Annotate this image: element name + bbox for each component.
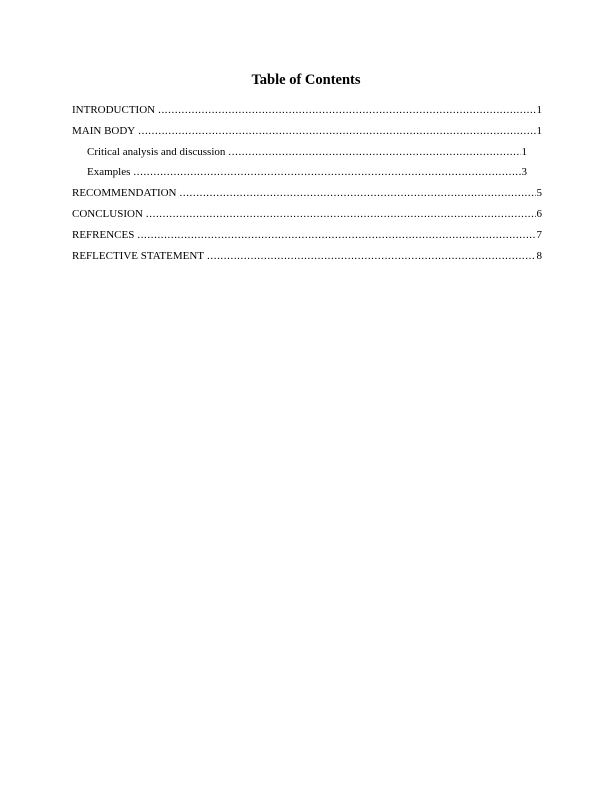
toc-entry-label: REFLECTIVE STATEMENT bbox=[72, 249, 205, 262]
toc-entry-introduction[interactable] bbox=[72, 100, 542, 121]
toc-entry-page: 7 bbox=[536, 228, 542, 241]
toc-entry-recommendation[interactable] bbox=[72, 183, 542, 204]
toc-entry-page: 1 bbox=[521, 145, 527, 158]
toc-entry-label: INTRODUCTION bbox=[72, 104, 156, 116]
toc-entry-conclusion[interactable] bbox=[72, 204, 542, 225]
toc-dot-leader bbox=[133, 162, 520, 183]
toc-dot-leader bbox=[207, 246, 535, 267]
toc-entry-refrences[interactable] bbox=[72, 225, 542, 246]
toc-entry-main-body[interactable] bbox=[72, 121, 542, 142]
toc-entry-label: RECOMMENDATION bbox=[72, 187, 177, 200]
toc-entry-page: 3 bbox=[521, 166, 527, 179]
toc-entry-examples[interactable] bbox=[72, 162, 527, 183]
table-of-contents bbox=[72, 100, 542, 266]
toc-entry-label: Examples bbox=[87, 166, 131, 179]
toc-entry-reflective-statement[interactable] bbox=[72, 246, 542, 267]
toc-title: Table of Contents bbox=[251, 72, 361, 88]
toc-entry-label: REFRENCES bbox=[72, 228, 135, 241]
toc-entry-critical-analysis[interactable] bbox=[72, 142, 527, 163]
toc-entry-page: 8 bbox=[536, 249, 542, 262]
toc-dot-leader bbox=[180, 183, 536, 204]
toc-entry-label: MAIN BODY bbox=[72, 124, 136, 137]
toc-dot-leader bbox=[138, 121, 535, 142]
toc-entry-page: 1 bbox=[536, 124, 542, 137]
toc-entry-label: Critical analysis and discussion bbox=[87, 145, 226, 158]
toc-dot-leader bbox=[146, 204, 536, 225]
toc-dot-leader bbox=[137, 225, 535, 246]
toc-dot-leader bbox=[228, 142, 520, 163]
toc-entry-page: 6 bbox=[536, 207, 542, 220]
toc-entry-page: 1 bbox=[536, 104, 542, 116]
toc-entry-label: CONCLUSION bbox=[72, 207, 143, 220]
toc-dot-leader bbox=[158, 100, 535, 121]
toc-entry-page: 5 bbox=[536, 187, 542, 200]
